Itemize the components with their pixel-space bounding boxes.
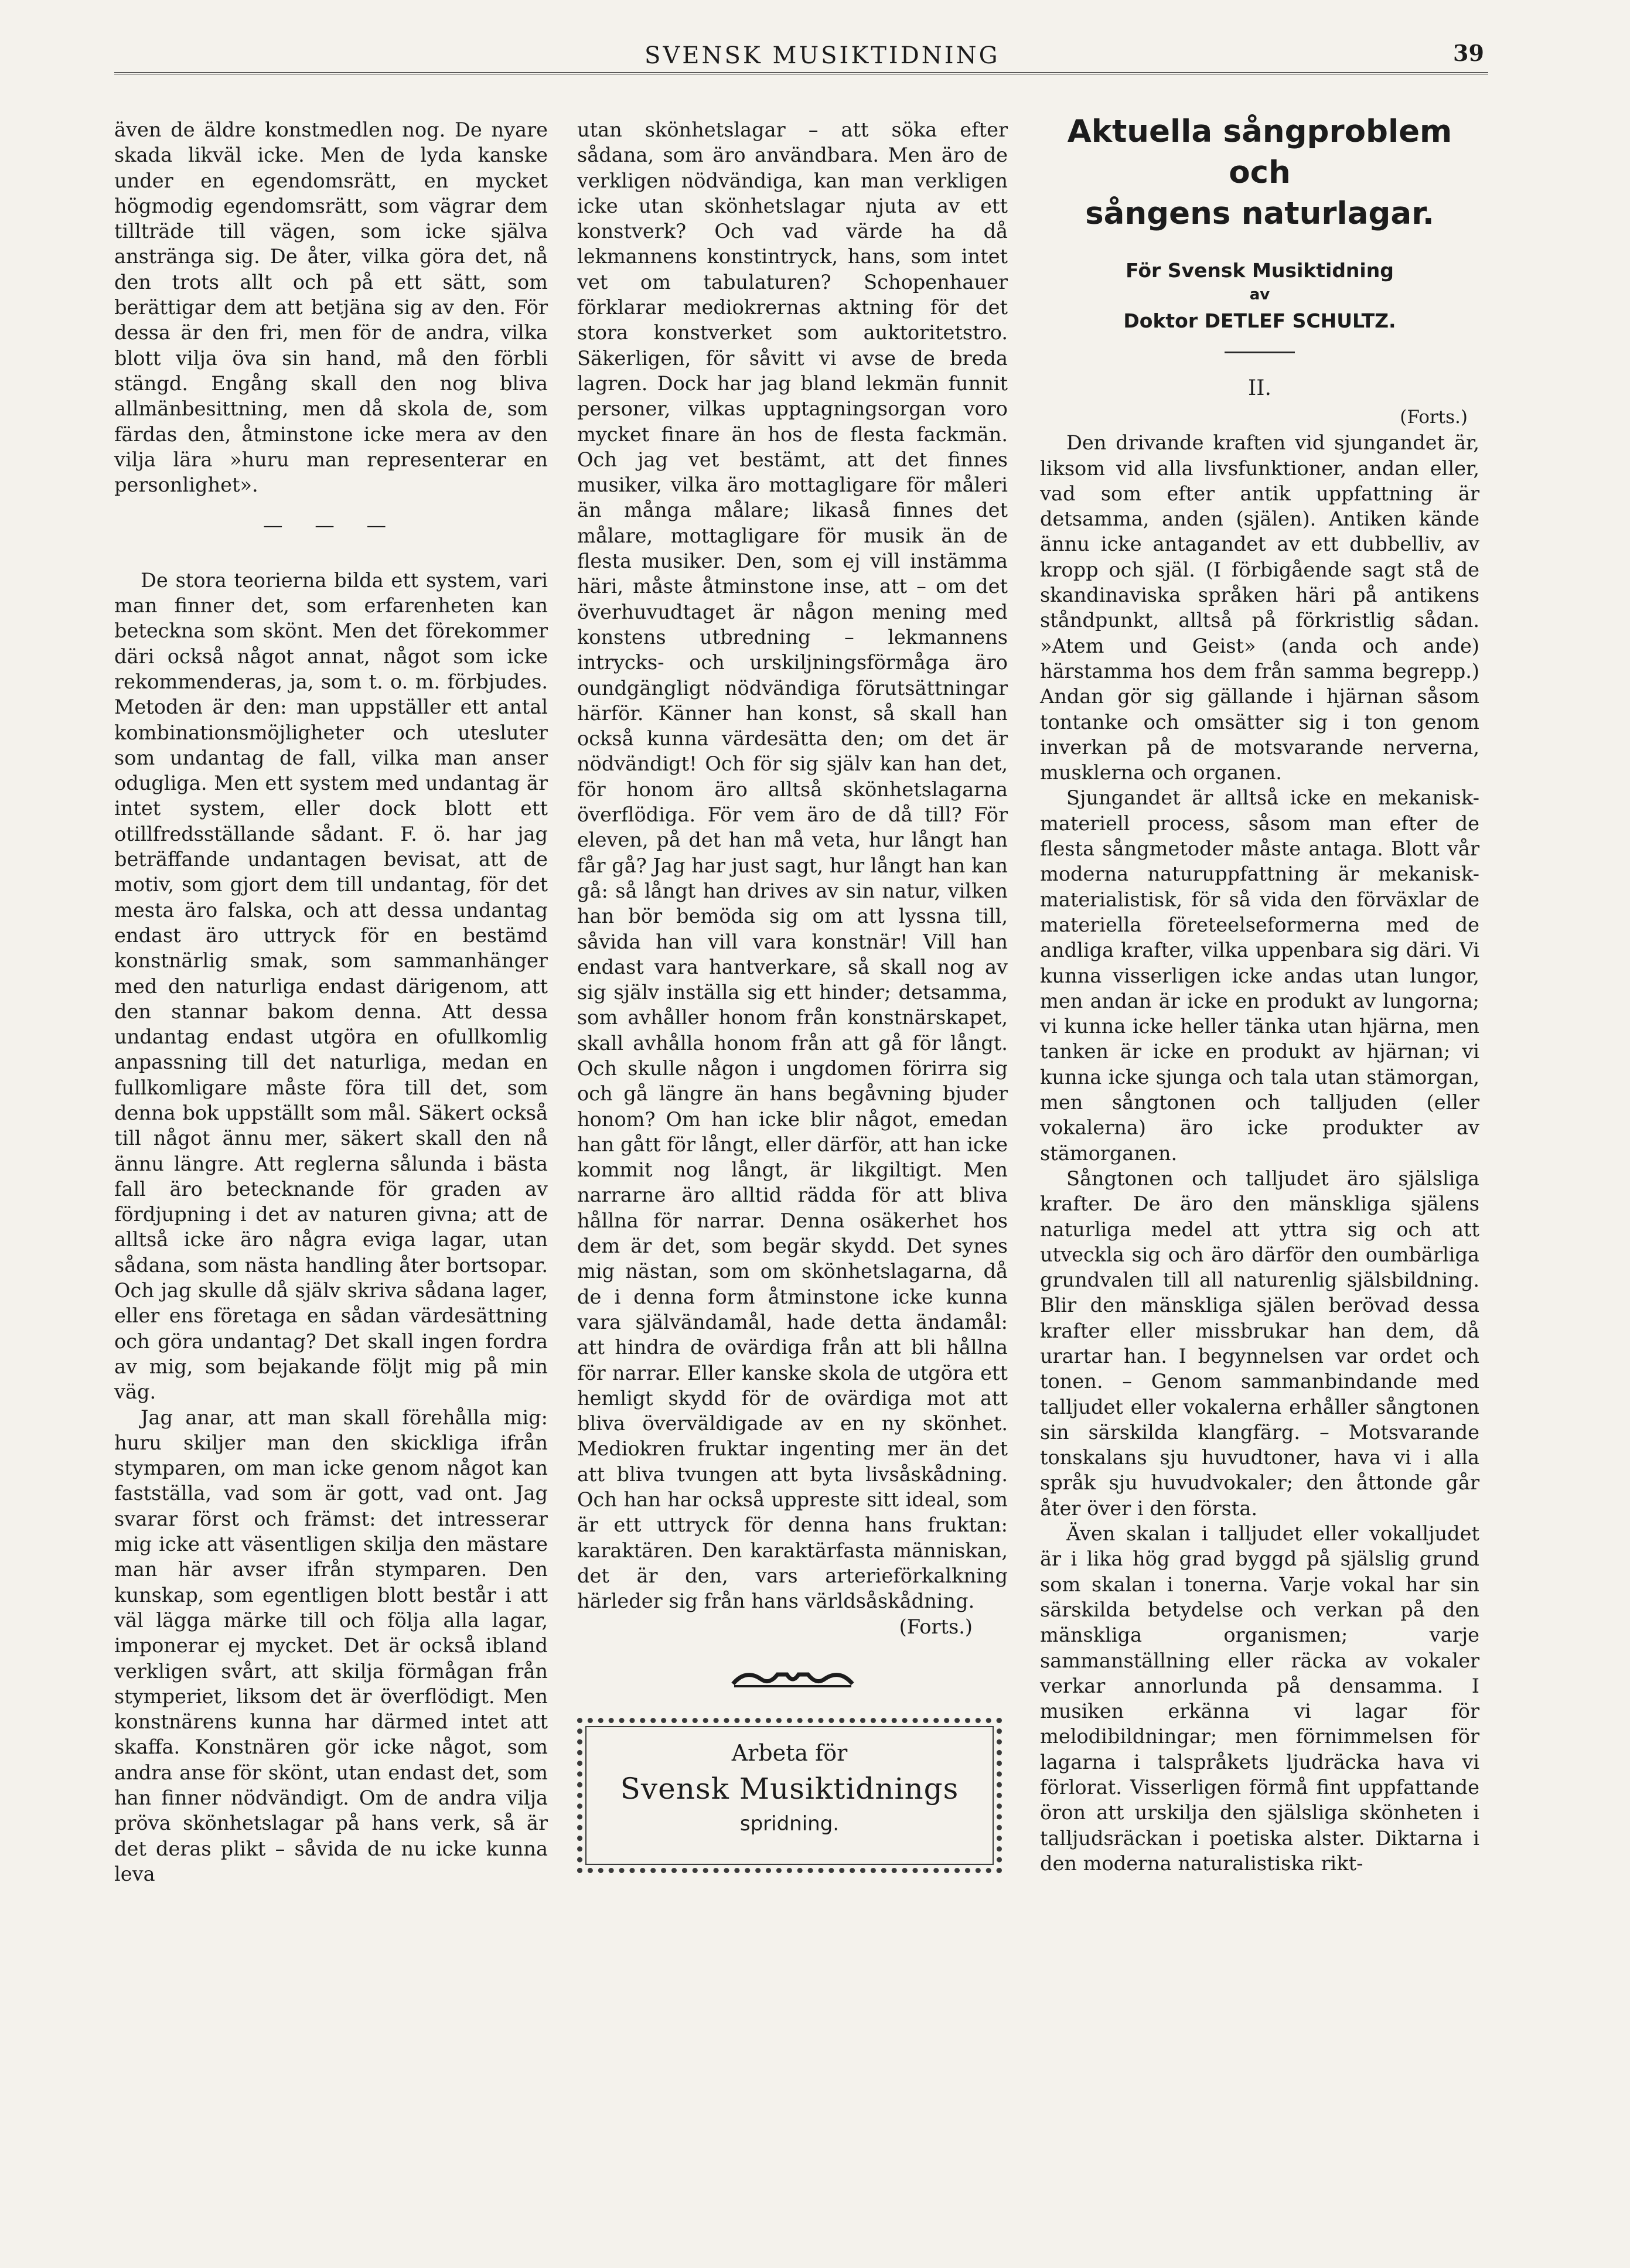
article-title-line-1: Aktuella sångproblem och xyxy=(1067,114,1452,190)
continued-note: (Forts.) xyxy=(1400,407,1468,428)
paragraph: utan skönhetslagar – att söka efter sådana, som äro användbara. Men äro de verkligen nödvändiga, kan man verkligen icke utan skönhetslagar njuta av ett konstverk? Och vad värde ha då lekmannens konstintryck, hans, som intet vet om tabulaturen? Schopenhauer förklarar mediokrernas aktning för det stora konstverket som auktoritetstro. Säkerligen, för såvitt vi avse de breda lagren. Dock har jag bland lekmän funnit personer, vilkas upptagningsorgan voro mycket finare än hos de flesta fackmän. Och jag vet bestämt, att det finnes musiker, vilka äro mottagligare för måleri än många målare; likaså finnes det målare, mottagligare för musik än de flesta musiker. Den, som ej vill instämma häri, måste åtminstone inse, att – om det överhuvudtaget är någon mening med konstens utbredning – lekmannens intrycks- och urskiljningsförmåga äro oundgängligt nödvändiga förutsättningar härför. Känner han konst, så skall han också kunna värdesätta den; om det är nödvändigt! Och för sig själv kan han det, för honom äro alltså skönhetslagarna överflödiga. För vem äro de då till? För eleven, på det han må veta, hur långt han får gå? Jag har just sagt, hur långt han kan gå: så långt han drives av sin natur, vilken han bör bemöda sig om att lyssna till, såvida han vill vara konstnär! Vill han endast vara hantverkare, så skall nog av sig själv inställa sig ett hinder; detsamma, som avhåller honom från konstnärskapet, skall avhålla honom från att gå för långt. Och skulle någon i ungdomen förirra sig och gå längre än hans begåvning bjuder honom? Om han icke blir något, emedan han gått för långt, eller därför, att han icke kommit nog långt, är likgiltigt. Men narrarne äro alltid rädda för att bliva hållna för narrar. Denna osäkerhet hos dem är det, som begär skydd. Det synes mig nästan, som om skönhetslagarna, då de i denna form åtminstone icke kunna vara självändamål, hade detta ändamål: att hindra de ovärdiga från att bli hållna för narrar. Eller kanske skola de utgöra ett hemligt skydd för de ovärdiga mot att bliva överväldigade av en ny skönhet. Mediokren fruktar ingenting mer än det att bliva tvungen att byta livsåskådning. Och han har också uppreste sitt ideal, som är ett uttryck för denna hans fruktan: karaktären. Den karaktärfasta människan, det är den, vars arterieförkalkning härleder sig från hans världsåskådning. xyxy=(577,118,1008,1613)
column-3 xyxy=(1040,114,1479,1876)
advertisement-line-3: spridning. xyxy=(739,1812,840,1836)
advertisement-box xyxy=(577,1718,1002,1873)
ornament-divider xyxy=(728,1666,857,1690)
paragraph: Den drivande kraften vid sjungandet är, liksom vid alla livsfunktioner, andan eller, vad som efter antik uppfattning är detsamma, anden (själen). Antiken kände ännu icke antagandet av ett dubbelliv, av kropp och själ. (I förbigående sagt stå de skandinaviska språken häri på antikens ståndpunkt, alltså på förkristlig sådan. »Atem und Geist» (anda och ande) härstamma hos dem från samma begrepp.) Andan gör sig gällande i hjärnan såsom tontanke och omsätter sig i ton genom inverkan på de motsvarande nerverna, musklerna och organen. xyxy=(1040,431,1479,785)
column-2 xyxy=(577,117,1008,1873)
paragraph: Jag anar, att man skall förehålla mig: huru skiljer man den skickliga ifrån stymparen, om man icke genom något kan fastställa, vad som är gott, vad ont. Jag svarar först och främst: det intresserar mig icke att väsentligen skilja den mästare man här avser ifrån stymparen. Den kunskap, som egentligen blott består i att väl lägga märke till och följa alla lagar, imponerar ej mycket. Det är också ibland verkligen svårt, att skilja förmågan från stymperiet, liksom det är överflödigt. Men konstnärens kunna har därmed intet att skaffa. Konstnären gör icke något, som andra anse för skönt, utan endast det, som han finner nödvändigt. Om de andra vilja pröva skönhetslagar på hans verk, så är det deras plikt – såvida de nu icke kunna leva xyxy=(114,1406,548,1885)
column-1 xyxy=(114,117,548,1887)
article-title-line-2: sångens naturlagar. xyxy=(1085,196,1434,231)
paragraph: Sångtonen och talljudet äro själsliga krafter. De äro den mänskliga själens naturliga medel att yttra sig och att utveckla sig och äro därför den oumbärliga grundvalen till all naturenlig själsbildning. Blir den mänskliga själen berövad dessa krafter eller missbrukar han dem, då urartar han. I begynnelsen var ordet och tonen. – Genom sammanbindande med talljudet eller vokalerna erhåller sångtonen sin särskilda klangfärg. – Motsvarande tonskalans sju huvudtoner, hava vi i alla språk sju huvudvokaler; den åttonde går åter över i den första. xyxy=(1040,1167,1479,1520)
paragraph: Sjungandet är alltså icke en mekanisk-materiell process, såsom man efter de flesta sångmetoder måste antaga. Blott vår moderna naturuppfattning är mekanisk-materialistisk, för så vida den förväxlar de materiella företeelseformerna med de andliga krafter, vilka uppenbara sig däri. Vi kunna visserligen icke andas utan lungor, men andan är icke en produkt av lungorna; vi kunna icke heller tänka utan hjärna, men tanken är icke en produkt av hjärnan; vi kunna icke sjunga och tala utan stämorgan, men sångtonen och talljuden (eller vokalerna) äro icke produkter av stämorganen. xyxy=(1040,786,1479,1165)
byline-author: Doktor DETLEF SCHULTZ. xyxy=(1123,309,1396,332)
page-number: 39 xyxy=(1453,40,1484,66)
advertisement-line-2: Svensk Musiktidnings xyxy=(620,1771,959,1806)
continued-note: (Forts.) xyxy=(899,1615,973,1638)
title-rule xyxy=(1225,352,1295,353)
section-number: II. xyxy=(1248,376,1271,400)
byline-av: av xyxy=(1249,286,1270,303)
byline-publication: För Svensk Musiktidning xyxy=(1126,259,1394,282)
header-rule xyxy=(114,72,1488,74)
paragraph: De stora teorierna bilda ett system, vari man finner det, som erfarenheten kan beteckna som skönt. Men det förekommer däri också något annat, något som icke rekommenderas, ja, som t. o. m. förbjudes. Metoden är den: man uppställer ett antal kombinationsmöjligheter och utesluter som undantag de fall, vilka man anser odugliga. Men ett system med undantag är intet system, eller dock blott ett otillfredsställande sådant. F. ö. har jag beträffande undantagen bevisat, att de motiv, som gjort dem till undantag, för det mesta äro falska, och att dessa undantag endast äro uttryck för en bestämd konstnärlig smak, som sammanhänger med den naturliga endast därigenom, att den stannar bakom denna. Att dessa undantag endast utgöra en ofullkomlig anpassning till det naturliga, medan en fullkomligare måste föra till det, som denna bok uppställt som mål. Säkert också till något ännu mer, säkert skall den nå ännu längre. Att reglerna sålunda i bästa fall äro betecknande för graden av fördjupning i det av naturen givna; att de alltså icke äro några eviga lagar, utan sådana, som nästa handling åter bortsopar. Och jag skulle då själv skriva sådana lager, eller ens företaga en sådan värdesättning och göra undantag? Det skall ingen fordra av mig, som bejakande följt mig på min väg. xyxy=(114,568,548,1404)
article-title xyxy=(1040,111,1479,234)
running-header-title: SVENSK MUSIKTIDNING xyxy=(645,42,1000,69)
section-separator: — — — xyxy=(262,514,400,537)
advertisement-line-1: Arbeta för xyxy=(731,1740,848,1766)
paragraph: även de äldre konstmedlen nog. De nyare skada likväl icke. Men de lyda kanske under en egendomsrätt, en mycket högmodig egendomsrätt, som vägrar dem tillträde till vägen, som icke själva anstränga sig. De åter, vilka göra det, nå den trots allt och på ett sätt, som berättigar dem att betjäna sig av den. För dessa är den fri, men för de andra, vilka blott vilja öva sin hand, må den förbli stängd. Engång skall den nog bliva allmänbesittning, men då skola de, som färdas den, åtminstone icke mera av den vilja lära »huru man representerar en personlighet». xyxy=(114,118,548,497)
paragraph: Även skalan i talljudet eller vokalljudet är i lika hög grad byggd på själslig grund som skalan i tonerna. Varje vokal har sin särskilda betydelse och verkan på den mänskliga organismen; varje sammanställning eller räcka av vokaler verkar annorlunda på densamma. I musiken erkänna vi lagar för melodibildningar; men förnimmelsen för lagarna i talspråkets ljudräcka hava vi förlorat. Visserligen förmå fint uppfattande öron att urskilja den själsliga skönheten i talljudsräckan i poetiska alster. Diktarna i den moderna naturalistiska rikt- xyxy=(1040,1522,1479,1875)
